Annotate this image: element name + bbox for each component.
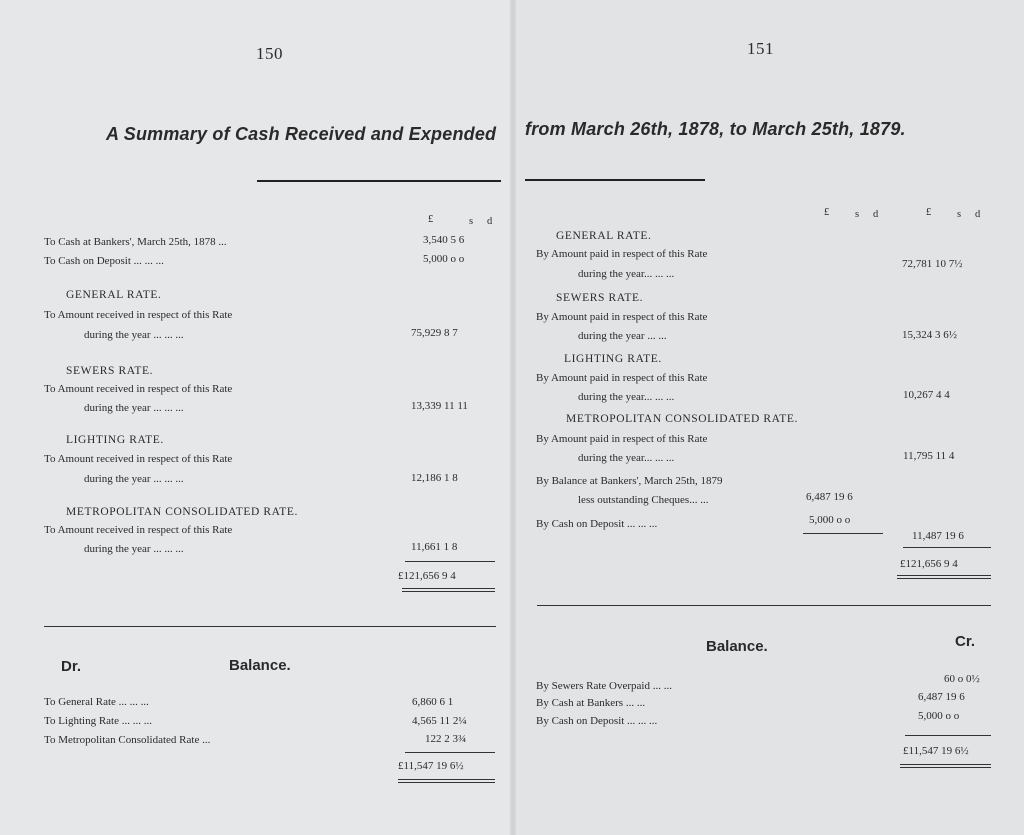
right-unit-a-shillings: s bbox=[855, 209, 860, 220]
left-unit-shillings: s bbox=[469, 216, 474, 227]
right-lighting-line2: during the year... ... ... bbox=[578, 391, 675, 403]
right-balance-total-rule-1 bbox=[900, 764, 991, 765]
left-balance-total: £11,547 19 6½ bbox=[398, 760, 464, 772]
left-lighting-heading: LIGHTING RATE. bbox=[66, 434, 164, 446]
right-unit-b-shillings: s bbox=[957, 209, 962, 220]
page-number-left: 150 bbox=[256, 44, 283, 63]
right-bankers-line2: less outstanding Cheques... ... bbox=[578, 494, 709, 506]
left-balance-amount-3: 122 2 3¾ bbox=[425, 733, 467, 745]
right-lighting-heading: LIGHTING RATE. bbox=[564, 353, 662, 365]
right-unit-a-pounds: £ bbox=[824, 207, 830, 218]
right-sewers-line1: By Amount paid in respect of this Rate bbox=[536, 311, 708, 323]
left-lighting-amount: 12,186 1 8 bbox=[411, 472, 458, 484]
right-balance-amount-1: 60 o 0½ bbox=[944, 673, 980, 685]
right-lighting-line1: By Amount paid in respect of this Rate bbox=[536, 372, 708, 384]
left-unit-pounds: £ bbox=[428, 214, 434, 225]
right-bankers-line1: By Balance at Bankers', March 25th, 1879 bbox=[536, 475, 723, 487]
left-total-rule-2 bbox=[402, 591, 495, 592]
left-balance-total-rule-2 bbox=[398, 782, 495, 783]
left-metro-line2: during the year ... ... ... bbox=[84, 543, 184, 555]
right-metro-heading: METROPOLITAN CONSOLIDATED RATE. bbox=[566, 413, 799, 425]
right-balance-amount-3: 5,000 o o bbox=[918, 710, 960, 722]
right-balance-label-1: By Sewers Rate Overpaid ... ... bbox=[536, 680, 672, 692]
title-rule-left bbox=[257, 180, 501, 182]
left-cash-deposit-amount: 5,000 o o bbox=[423, 253, 465, 265]
left-total-rule-1 bbox=[402, 588, 495, 589]
left-subtotal-rule bbox=[405, 561, 495, 562]
title-left: A Summary of Cash Received and Expended bbox=[106, 124, 497, 144]
left-metro-amount: 11,661 1 8 bbox=[411, 541, 458, 553]
right-sewers-amount: 15,324 3 6½ bbox=[902, 329, 957, 341]
left-general-amount: 75,929 8 7 bbox=[411, 327, 458, 339]
left-general-line2: during the year ... ... ... bbox=[84, 329, 184, 341]
left-balance-label-1: To General Rate ... ... ... bbox=[44, 696, 149, 708]
left-balance-label-2: To Lighting Rate ... ... ... bbox=[44, 715, 152, 727]
left-metro-heading: METROPOLITAN CONSOLIDATED RATE. bbox=[66, 506, 299, 518]
left-balance-amount-2: 4,565 11 2¼ bbox=[412, 715, 467, 727]
left-lighting-line2: during the year ... ... ... bbox=[84, 473, 184, 485]
right-deposit-label: By Cash on Deposit ... ... ... bbox=[536, 518, 658, 530]
right-bankers-amount: 6,487 19 6 bbox=[806, 491, 853, 503]
right-deposit-rule bbox=[803, 533, 883, 534]
left-sewers-line2: during the year ... ... ... bbox=[84, 402, 184, 414]
left-section-divider bbox=[44, 626, 496, 627]
right-sewers-heading: SEWERS RATE. bbox=[556, 292, 644, 304]
book-gutter bbox=[510, 0, 516, 835]
right-metro-line2: during the year... ... ... bbox=[578, 452, 675, 464]
right-subtotal-rule bbox=[903, 547, 991, 548]
right-general-line2: during the year... ... ... bbox=[578, 268, 675, 280]
left-balance-total-rule-1 bbox=[398, 779, 495, 780]
left-cash-bankers-amount: 3,540 5 6 bbox=[423, 234, 465, 246]
right-deposit-amount: 5,000 o o bbox=[809, 514, 851, 526]
right-section-divider bbox=[537, 605, 991, 606]
right-cr-label: Cr. bbox=[955, 633, 976, 650]
left-cash-bankers-label: To Cash at Bankers', March 25th, 1878 ... bbox=[44, 236, 227, 248]
page-number-right: 151 bbox=[747, 39, 774, 58]
title-right: from March 26th, 1878, to March 25th, 1879. bbox=[525, 119, 906, 139]
right-general-amount: 72,781 10 7½ bbox=[902, 258, 963, 270]
right-balance-amount-2: 6,487 19 6 bbox=[918, 691, 965, 703]
left-total: £121,656 9 4 bbox=[398, 570, 456, 582]
right-balance-subtotal-rule bbox=[905, 735, 991, 736]
right-total: £121,656 9 4 bbox=[900, 558, 958, 570]
right-balance-total-rule-2 bbox=[900, 767, 991, 768]
right-balance-label-2: By Cash at Bankers ... ... bbox=[536, 697, 646, 709]
left-balance-subtotal-rule bbox=[405, 752, 495, 753]
right-metro-line1: By Amount paid in respect of this Rate bbox=[536, 433, 708, 445]
right-total-rule-2 bbox=[897, 578, 991, 579]
right-cash-total: 11,487 19 6 bbox=[912, 530, 964, 542]
left-sewers-line1: To Amount received in respect of this Rate bbox=[44, 383, 233, 395]
left-cash-deposit-label: To Cash on Deposit ... ... ... bbox=[44, 255, 164, 267]
right-general-heading: GENERAL RATE. bbox=[556, 230, 652, 242]
right-lighting-amount: 10,267 4 4 bbox=[903, 389, 950, 401]
left-sewers-amount: 13,339 11 11 bbox=[411, 400, 468, 412]
left-lighting-line1: To Amount received in respect of this Rate bbox=[44, 453, 233, 465]
left-balance-amount-1: 6,860 6 1 bbox=[412, 696, 454, 708]
left-unit-pence: d bbox=[487, 216, 493, 227]
left-metro-line1: To Amount received in respect of this Rate bbox=[44, 524, 233, 536]
left-general-line1: To Amount received in respect of this Rate bbox=[44, 309, 233, 321]
right-sewers-line2: during the year ... ... bbox=[578, 330, 667, 342]
right-total-rule-1 bbox=[897, 575, 991, 576]
right-general-line1: By Amount paid in respect of this Rate bbox=[536, 248, 708, 260]
right-metro-amount: 11,795 11 4 bbox=[903, 450, 955, 462]
left-balance-heading: Balance. bbox=[229, 657, 291, 674]
left-sewers-heading: SEWERS RATE. bbox=[66, 365, 154, 377]
title-rule-right bbox=[525, 179, 705, 181]
right-unit-a-pence: d bbox=[873, 209, 879, 220]
right-balance-total: £11,547 19 6½ bbox=[903, 745, 969, 757]
right-unit-b-pence: d bbox=[975, 209, 981, 220]
left-balance-label-3: To Metropolitan Consolidated Rate ... bbox=[44, 734, 211, 746]
right-balance-label-3: By Cash on Deposit ... ... ... bbox=[536, 715, 658, 727]
left-general-heading: GENERAL RATE. bbox=[66, 289, 162, 301]
right-unit-b-pounds: £ bbox=[926, 207, 932, 218]
left-dr-label: Dr. bbox=[61, 658, 82, 675]
right-balance-heading: Balance. bbox=[706, 638, 768, 655]
